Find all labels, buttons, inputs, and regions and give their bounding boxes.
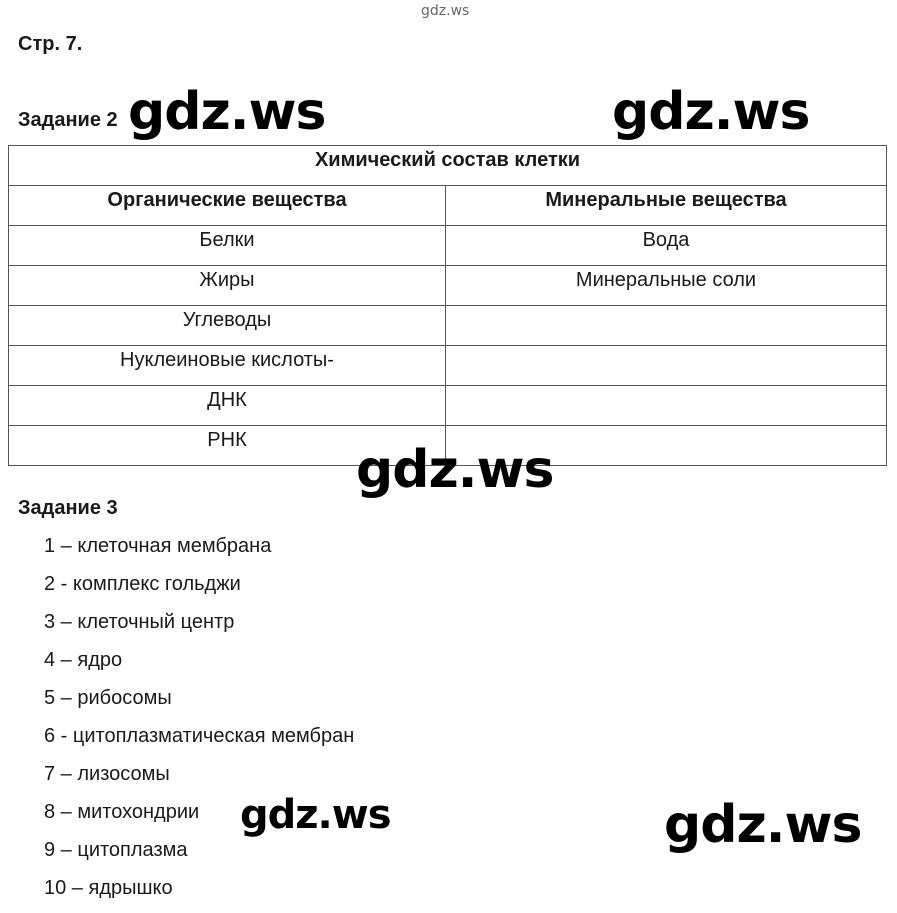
column-header-mineral: Минеральные вещества [446,186,887,226]
column-header-organic: Органические вещества [9,186,446,226]
table-cell: РНК [9,426,446,466]
task2-heading: Задание 2 [18,109,118,131]
watermark: gdz.ws [664,795,862,855]
table-title: Химический состав клетки [9,146,887,186]
page-number: Стр. 7. [18,33,83,55]
list-item: 8 – митохондрии [44,801,200,823]
table-cell: Углеводы [9,306,446,346]
table-row [9,346,887,386]
answer-list [44,533,354,913]
table-cell [446,306,887,346]
table-title-row [9,146,887,186]
chemical-composition-table [8,145,887,466]
list-item: 6 - цитоплазматическая мембран [44,725,355,747]
watermark-top: gdz.ws [421,3,470,19]
watermark: gdz.ws [612,82,810,142]
watermark: gdz.ws [240,792,391,838]
table-cell: Белки [9,226,446,266]
table-cell [446,346,887,386]
list-item: 3 – клеточный центр [44,611,235,633]
table-cell: Жиры [9,266,446,306]
table-row [9,226,887,266]
list-item: 1 – клеточная мембрана [44,535,272,557]
table-cell: Вода [446,226,887,266]
table-cell: Минеральные соли [446,266,887,306]
list-item: 7 – лизосомы [44,763,170,785]
list-item: 9 – цитоплазма [44,839,188,861]
list-item: 5 – рибосомы [44,687,172,709]
table-row [9,306,887,346]
watermark: gdz.ws [356,440,554,500]
table-row [9,386,887,426]
table-row [9,266,887,306]
watermark: gdz.ws [128,82,326,142]
task3-heading: Задание 3 [18,497,118,519]
list-item: 10 – ядрышко [44,877,173,899]
list-item: 4 – ядро [44,649,123,671]
list-item: 2 - комплекс гольджи [44,573,241,595]
table-header-row [9,186,887,226]
table-cell: Нуклеиновые кислоты- [9,346,446,386]
table-cell [446,386,887,426]
table-cell: ДНК [9,386,446,426]
